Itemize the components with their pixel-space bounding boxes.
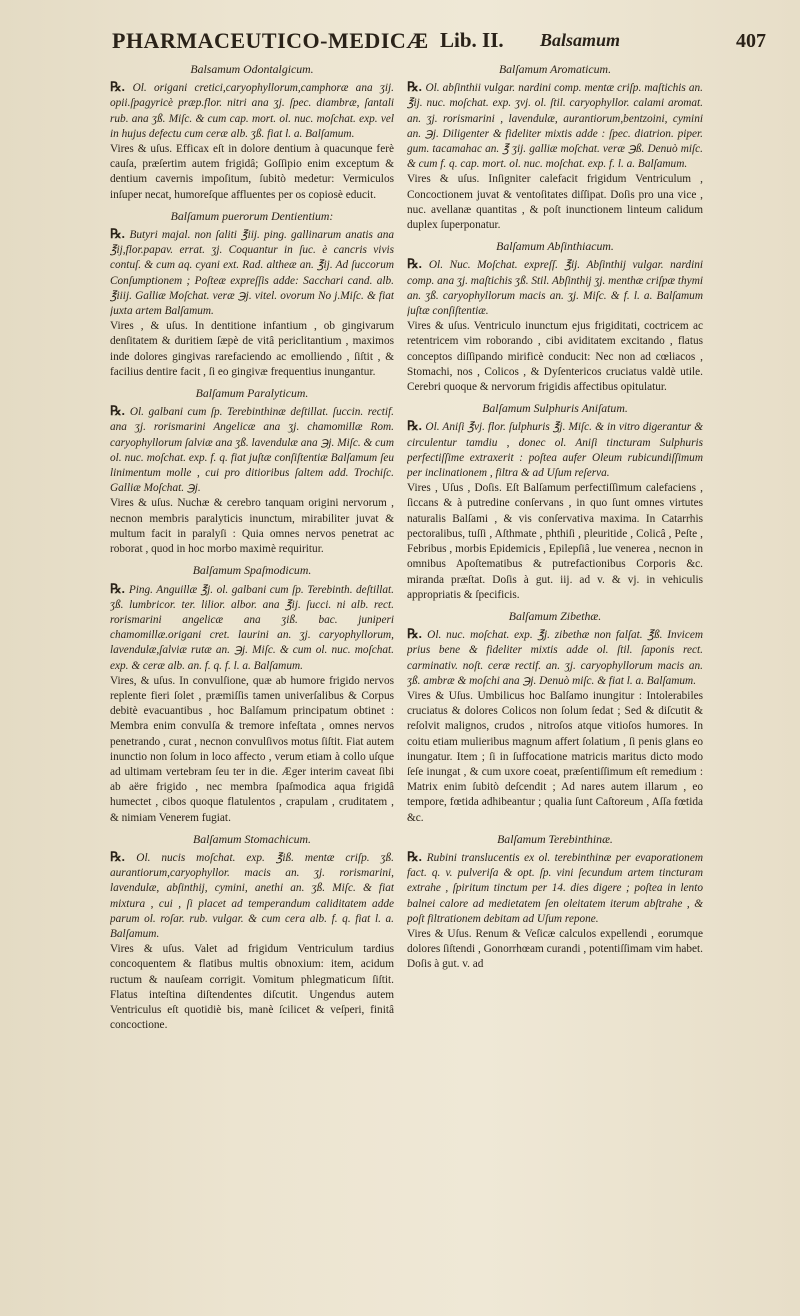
recipe-symbol: ℞. [407, 256, 429, 272]
section-title: Balſamum Abſinthiacum. [496, 239, 614, 254]
recipe-symbol: ℞. [110, 403, 130, 419]
section-title: Balſamum Spaſmodicum. [192, 563, 312, 578]
section-terebinthinae [407, 832, 703, 973]
recipe-symbol: ℞. [110, 226, 130, 242]
section-odontalgicum [110, 62, 394, 203]
section-title: Balsamum Odontalgicum. [190, 62, 314, 76]
recipe-text: Butyri majal. non ſaliti ℥iij. ping. gallinarum anatis ana ℥ij,flor.papav. errat. ʒj. Coquantur in ſuc. è cancris vivis contuſ. & cum aq. cyani ext. Rad. altheæ an. ℥ij. Ad ſuccorum Conſumptionem ; Poſteæ expreſſis adde: Sacchari cand. alb. ℥iiij. Galliæ Moſchat. veræ ℈j. vitel. ovorum No j.Miſc. & fiat juxta artem Balſamum. [110, 229, 394, 318]
section-title: Balſamum Zibethæ. [508, 608, 602, 623]
section-title: Balſamum Sulphuris Aniſatum. [482, 401, 628, 416]
section-sulphuris [407, 401, 703, 603]
section-spasmodicum [110, 563, 394, 825]
right-column [407, 60, 703, 1296]
recipe [407, 418, 703, 481]
recipe-text: Ol. Aniſi ℥vj. flor. ſulphuris ℥j. Miſc. & in vitro digerantur & circulentur tamdiu , donec ol. Aniſi tincturam Sulphuris perfectiſſime extraxerit : poſtea aufer Oleum rubicundiſſimum per inclinationem , filtra & ad Uſum reſerva. [407, 421, 703, 480]
recipe-text: Ol. nucis moſchat. exp. ℥iß. mentæ criſp. ʒß. aurantiorum,caryophyllor. macis an. ʒj. rorismarini, lavendulæ, abſinthij, cymini, anethi an. ʒß. Miſc. & fiat mixtura , cui , ſi placet ad temperandum caliditatem adde parum ol. roſar. rub. vulgar. & cum cera alb. f. q. fiat l. a. Balſamum. [110, 851, 394, 940]
recipe-symbol: ℞. [110, 848, 137, 864]
recipe-symbol: ℞. [407, 418, 426, 434]
section-title: Balſamum Paralyticum. [195, 386, 309, 401]
section-stomachicum [110, 832, 394, 1034]
recipe-text: Ping. Anguillæ ℥j. ol. galbani cum ſp. Terebinth. deſtillat. ʒß. lumbricor. ter. lilior. albor. ana ℥ij. ſucci. ni alb. rect. rorismarini angelicæ ana ʒiß. bac. juniperi chamomillæ.origani cret. laurini an. ʒj. caryophyllorum, lavendulæ,ſalviæ rutæ an. ℈j. Miſc. & cum ol. nuc. moſchat. exp. & ceræ alb. an. f. q. f. l. a. Balſamum. [110, 583, 394, 672]
recipe [110, 403, 394, 496]
usage-text: Vires & uſus. Valet ad frigidum Ventriculum tardius concoquentem & flatibus multis obnoxium: item, acidum ructum & nauſeam corrigit. Vomitum phlegmaticum ſiſtit. Flatus inteſtina diſtendentes diſcutit. Ungendus autem Ventriculus eſt quotidiè bis, manè ſcilicet & veſperi, finitâ concoctione. [110, 943, 394, 1032]
recipe-symbol: ℞. [407, 626, 428, 642]
usage-text: Vires & uſus. Nuchæ & cerebro tanquam origini nervorum , necnon membris paralyticis inunctum, mirabiliter juvat & multum facit in paralyſi : Quia omnes nervos penetrat ac roborat , quod in hoc morbo maximè requiritur. [110, 497, 394, 556]
section-title: Balſamum Aromaticum. [498, 62, 612, 76]
usage-text: Vires & Uſus. Renum & Veſicæ calculos expellendi , eorumque dolores ſiſtendi , Gonorrhœam curandi , potentiſſimam vim habet. Doſis à gut. v. ad [407, 927, 703, 971]
section-zibethae [407, 609, 703, 826]
recipe-text: Ol. abſinthii vulgar. nardini comp. mentæ criſp. maſtichis an. ℥ij. nuc. moſchat. exp. ʒvj. ol. ſtil. caryophyllor. calami aromat. an. ʒj. rorismarini , lavendulæ, aurantiorum,bentzoini, cymini an. ℈j. Diligenter & fideliter mixtis adde : ſpec. diatrion. piper. gum. tacamahac an. ℥ ʒij. galliæ moſchat. veræ ℈ß. Denuò miſc. & cum f. q. cap. mort. ol. nuc. moſchat. exp. f. l. a. Balſamum. [407, 82, 703, 171]
recipe-symbol: ℞. [407, 79, 426, 95]
recipe [110, 849, 394, 942]
section-dentientium [110, 209, 394, 380]
section-absinthiacum [407, 239, 703, 395]
usage-text: Vires, & uſus. In convulſione, quæ ab humore frigido nervos replente fieri ſolet , præmiſſis tamen univerſalibus & Corpus debitè evacuantibus , hoc Balſamum principatum obtinet : Membra enim convulſa & tremore infeſtata , omnes nervos penetrando , curat , necnon convulſivos motus ſiſtit. Fiat autem inunctio non ſolum in loco affecto , verum etiam à collo uſque ad ultimam vertebram ſeu ter in die. Æger interim caveat ſibi ab aëre frigido , nec membra ſpaſmodica aqua frigidâ humectet , cibos quoque flatulentos , crapulam , cruditatem , & nimiam Venerem fugiat. [110, 674, 394, 824]
book-number: Lib. II. [440, 28, 504, 52]
recipe [407, 849, 703, 927]
recipe-symbol: ℞. [110, 79, 133, 95]
page-number: 407 [736, 30, 766, 52]
recipe-symbol: ℞. [407, 848, 427, 864]
recipe-text: Ol. Nuc. Moſchat. expreſſ. ℥ij. Abſinthij vulgar. nardini comp. ana ʒj. maſtichis ʒß. Stil. Abſinthij ʒj. menthæ criſpæ thymi an. ʒß. caryophyllorum macis an. ʒj. Miſc. & f. l. a. Balſamum juſtæ conſiſtentiæ. [407, 259, 703, 318]
recipe [407, 626, 703, 689]
running-head [112, 26, 772, 56]
running-subject: Balsamum [540, 30, 621, 50]
section-title: Balſamum Terebinthinæ. [497, 831, 613, 846]
recipe-text: Rubini translucentis ex ol. terebinthinæ per evaporationem fact. q. v. pulveriſa & opt. ſp. vini ſecundum artem tincturam extrahe , ſpiritum tinctum per 14. dies digere ; poſtea in lento balnei calore ad medietatem ſen oleitatem iterum abſtrahe , & poſt filtrationem debitam ad Uſum repone. [407, 851, 703, 925]
recipe [110, 226, 394, 319]
recipe [407, 256, 703, 319]
running-title: PHARMACEUTICO-MEDICÆ [112, 28, 429, 53]
recipe-text: Ol. origani cretici,caryophyllorum,camphoræ ana ʒij. opii.ſpagyricè præp.flor. nitri ana ʒj. ſpec. diambræ, ſantali rub. ana ʒß. Miſc. & cum cap. mort. ol. nuc. moſchat. exp. vel in hujus defectu cum ceræ alb. ʒß. fiat l. a. Balſamum. [110, 82, 394, 140]
usage-text: Vires & Uſus. Umbilicus hoc Balſamo inungitur : Intolerabiles cruciatus & dolores Colicos non ſolum ſedat ; Sed & diſcutit & reſolvit malignos, crudos , nitroſos atque vitioſos humores. In coitu etiam mulieribus magnum affert ſolatium , ſi penis glans eo inungatur. Item ; ſi in ſuffocatione matricis maritus dicto modo ſeſe inungat , & cum uxore coeat, præſentiſſimum eſt remedium : Matrix enim ſubitò deſcendit ; Ad nares autem illarum , eo tempore, fœtida adhibeantur ; qualia ſunt Caſtoreum , Aſſa fœtida &c. [407, 689, 703, 824]
usage-text: Vires & uſus. Ventriculo inunctum ejus frigiditati, coctricem ac retentricem vim roborando , cibi aviditatem excitando , flatus conceptos diſſipando mirificè conducit: Nec non ad cœliacos , Stomachi, nos , Colicos , & Dyſentericos cruciatus valdè utile. Cerebri quoque & nervorum frigidis affectibus opitulatur. [407, 320, 703, 394]
section-title: Balſamum Stomachicum. [193, 831, 311, 846]
section-paralyticum [110, 386, 394, 557]
left-column [110, 60, 394, 1296]
usage-text: Vires & uſus. Inſigniter calefacit frigidum Ventriculum , Concoctionem juvat & ventoſitates diſſipat. Doſis pro una vice , nuc. avellanæ quantitas , & poſt inunctionem linteum calidum duplex ſuperponatur. [407, 173, 703, 232]
recipe [407, 79, 703, 172]
recipe [110, 581, 394, 674]
section-title: Balſamum puerorum Dentientium: [170, 208, 334, 223]
usage-text: Vires , Uſus , Doſis. Eſt Balſamum perfectiſſimum calefaciens , ſiccans & à putredine conſervans , in quo ſunt omnes virtutes naturalis Balſami , & vis conſervativa maxima. In Catarrhis pectoralibus, tuſſi , Aſthmate , phthiſi , pleuritide , Colicâ , Peſte , Febribus , morbis Epidemicis , Epilepſiâ , lue venerea , necnon in omnibus Apoſtematibus & putrefactionibus Corporis &c. miranda præſtat. Doſis à gut. iij. ad v. & vj. in vehiculis appropriatis & ſpecificis. [407, 482, 703, 601]
usage-text: Vires & uſus. Efficax eſt in dolore dentium à quacunque ferè cauſa, præſertim autem frigidâ; Goſſipio enim exceptum & dentium cavernis impoſitum, ſubitò medetur: Vermiculos inſuper necat, humoreſque affluentes per os copiosè educit. [110, 143, 394, 201]
section-aromaticum [407, 62, 703, 233]
recipe [110, 79, 394, 142]
recipe-text: Ol. nuc. moſchat. exp. ℥j. zibethæ non falſat. ℥ß. Invicem prius bene & fideliter mixtis adde ol. ſtil. ſaponis rect. carminativ. noſt. ceræ rectif. an. ʒj. caryophyllorum macis an. ʒß. ambræ & moſchi ana ℈j. Denuò miſc. & fiat l. a. Balſamum. [407, 629, 703, 687]
recipe-symbol: ℞. [110, 580, 129, 596]
usage-text: Vires , & uſus. In dentitione infantium , ob gingivarum denſitatem & duritiem ſæpè de vitâ periclitantium , maximos inde dolores gingivas rarefaciendo ac emolliendo , ſiſtit , & facilius dentire facit , ſi eo gingivæ frequentius inungantur. [110, 320, 394, 378]
recipe-text: Ol. galbani cum ſp. Terebinthinæ deſtillat. ſuccin. rectif. ana ʒj. rorismarini Angelicæ ana ʒj. chamomillæ Rom. caryophyllorum ſalviæ ana ʒß. lavendulæ ana ℈j. Miſc. & cum ol. nuc. moſchat. exp. f. q. fiat juſtæ conſiſtentiæ Balſamum ſeu linimentum molle , cui pro ditioribus ſaltem add. Trochiſc. Galliæ Moſchat. ℈j. [110, 406, 394, 495]
